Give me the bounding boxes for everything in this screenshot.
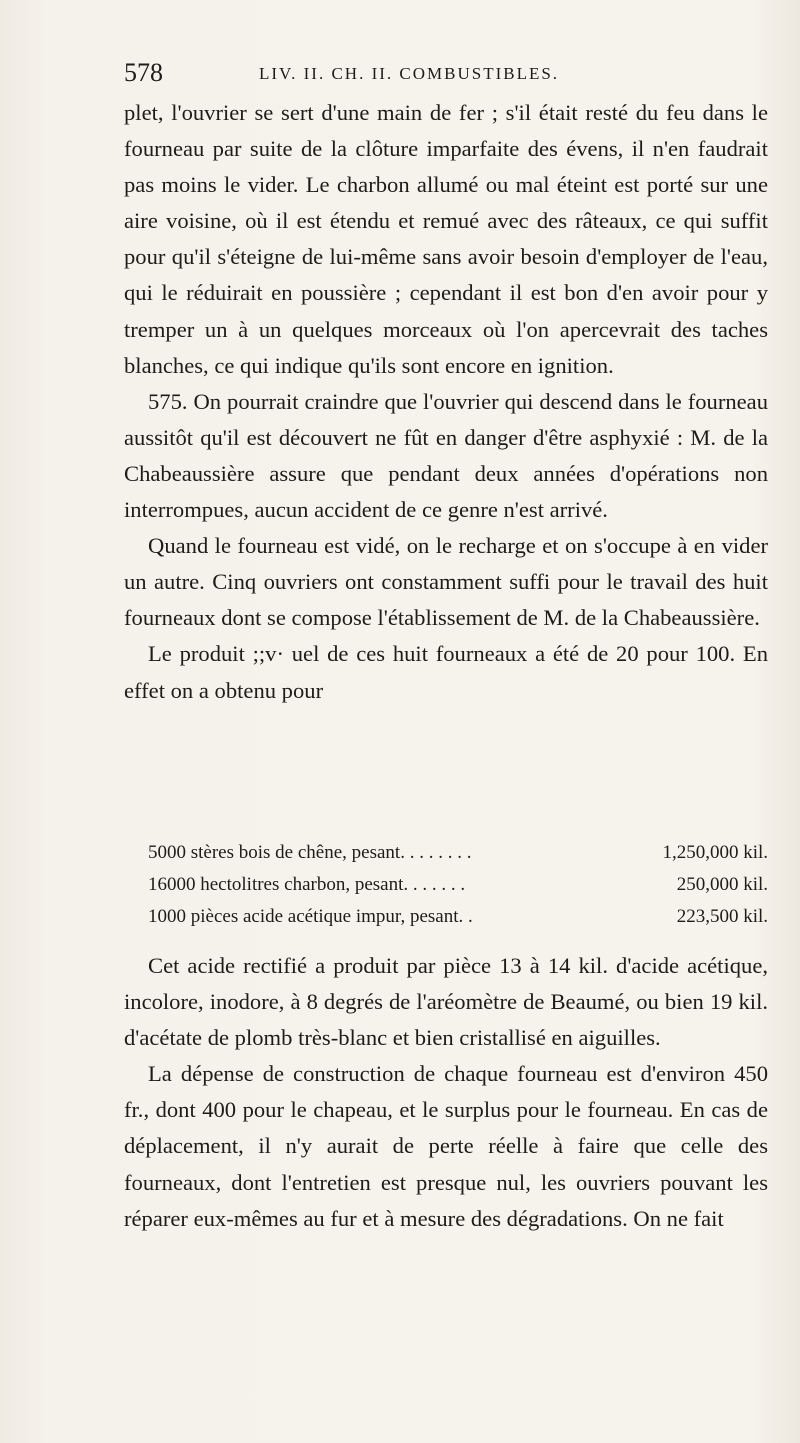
running-head: LIV. II. CH. II. COMBUSTIBLES.	[259, 64, 560, 83]
table-cell-value: 250,000 kil.	[676, 874, 768, 895]
table-cell-value: 223,500 kil.	[676, 906, 768, 927]
table-row	[148, 874, 768, 906]
table-cell-value: 1,250,000 kil.	[662, 842, 768, 863]
text-block-top	[124, 95, 768, 709]
paragraph: 575. On pourrait craindre que l'ouvrier qui descend dans le fourneau aussitôt qu'il est découvert ne fût en danger d'être asphyxié : M. de la Chabeaussière assure que pendant deux années d'opérations non interrompues, aucun accident de ce genre n'est arrivé.	[124, 388, 768, 523]
paragraph: Cet acide rectifié a produit par pièce 13 à 14 kil. d'acide acétique, incolore, inodore, à 8 degrés de l'aréomètre de Beaumé, ou bien 19 kil. d'acétate de plomb très-blanc et bien cristallisé en aiguilles.	[124, 953, 768, 1051]
text-block-bottom	[124, 948, 768, 1237]
table-cell-description: 16000 hectolitres charbon, pesant. . . . . . .	[148, 874, 466, 895]
table-cell-description: 1000 pièces acide acétique impur, pesant. .	[148, 906, 473, 927]
table-cell-description: 5000 stères bois de chêne, pesant. . . . . . . .	[148, 842, 472, 863]
page-header	[124, 58, 680, 90]
paragraph: plet, l'ouvrier se sert d'une main de fer ; s'il était resté du feu dans le fourneau par suite de la clôture imparfaite des évens, il n'en faudrait pas moins le vider. Le charbon allumé ou mal éteint est porté sur une aire voisine, où il est étendu et remué avec des râteaux, ce qui suffit pour qu'il s'éteigne de lui-même sans avoir besoin d'employer de l'eau, qui le réduirait en poussière ; cependant il est bon d'en avoir pour y tremper un à un quelques morceaux où l'on apercevrait des taches blanches, ce qui indique qu'ils sont encore en ignition.	[124, 100, 768, 378]
table-row	[148, 842, 768, 874]
paragraph: Le produit ;;v· uel de ces huit fourneaux a été de 20 pour 100. En effet on a obtenu pour	[124, 641, 768, 703]
page-number: 578	[124, 58, 163, 87]
paragraph: La dépense de construction de chaque fourneau est d'environ 450 fr., dont 400 pour le chapeau, et le surplus pour le fourneau. En cas de déplacement, il n'y aurait de perte réelle à faire que celle des fourneaux, dont l'entretien est presque nul, les ouvriers pouvant les réparer eux-mêmes au fur et à mesure des dégradations. On ne fait	[124, 1061, 768, 1231]
yield-table	[148, 842, 768, 938]
paragraph: Quand le fourneau est vidé, on le recharge et on s'occupe à en vider un autre. Cinq ouvriers ont constamment suffi pour le travail des huit fourneaux dont se compose l'établissement de M. de la Chabeaussière.	[124, 533, 768, 631]
table-row	[148, 906, 768, 938]
